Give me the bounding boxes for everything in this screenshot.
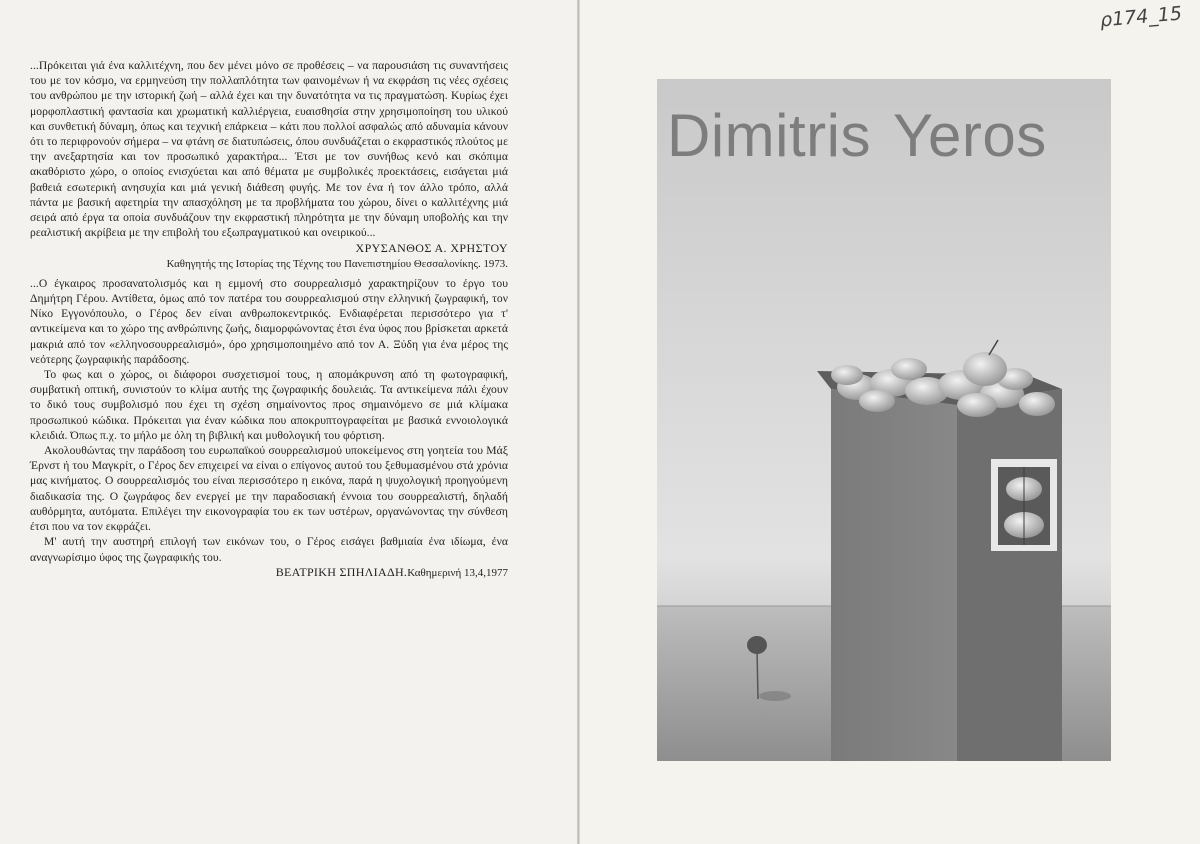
handwritten-reference: ρ174_15 (1099, 2, 1183, 32)
left-page (0, 0, 578, 844)
article-text (30, 58, 508, 581)
author-2-name: ΒΕΑΤΡΙΚΗ ΣΠΗΛΙΑΔΗ. (275, 564, 408, 579)
author-1-name: ΧΡΥΣΑΝΘΟΣ Α. ΧΡΗΣΤΟΥ (355, 241, 508, 256)
box-front (831, 389, 957, 761)
right-page (580, 0, 1200, 844)
box-side (957, 389, 1062, 761)
author-1-role: Καθηγητής της Ιστορίας της Τέχνης του Πανεπιστημίου Θεσσαλονίκης. 1973. (166, 257, 508, 270)
author-2-source: Καθημερινή 13,4,1977 (407, 566, 508, 579)
paragraph-4: Ακολουθώντας την παράδοση του ευρωπαϊκού σουρρεαλισμού υποκείμενος στη γοητεία του Μάξ Έρνστ ή του Μαγκρίτ, ο Γέρος δεν επιχειρεί να είναι ο επίγονος αυτού του ξεθυμασμένου στά χρόνια μας κινήματος. Ο σουρρεαλισμός του είναι περισσότερο η εικόνα, παρά η ψυχολογική προηγούμενη διαδικασία της. Ο ζωγράφος δεν ενεργεί με την παραδοσιακή έννοια του σουρρεαλιστή, δηλαδή αυθόρμητα, αυτόματα. Επιλέγει την εικονογραφία του εκ των υστέρων, οργανώνοντας την σύνθεση έτσι που να τον εκφράζει. (30, 444, 508, 534)
paragraph-1: ...Πρόκειται γιά ένα καλλιτέχνη, που δεν μένει μόνο σε προθέσεις – να παρουσιάση τις συναντήσεις του με τον κόσμο, να ερμηνεύση την πολλαπλότητα των φαινομένων ή να εκφράση τις νέες σχέσεις του ανθρώπου με την ιστορική ζωή – αλλά έχει και την δυνατότητα να τις πραγματώση. Κυρίως έχει μορφοπλαστική φαντασία και χρωματική καλλιέργεια, ευαισθησία στην χρησιμοποίηση του υλικού και συνθετική δύναμη, όπως και τεχνική επάρκεια – κάτι που πολλοί ασφαλώς από αδυναμία κάνουν ότι το περιφρονούν σήμερα – να φτάνη σε διατυπώσεις, όπου συνδυάζεται ο εκφραστικός πλούτος με την ανεξαρτησία και τον προσωπικό χαρακτήρα... Έτσι με τον συνήθως κενό και σκόπιμα ακαθόριστο χώρο, ο οποίος ενισχύεται και από θέματα με συμβολικές προεκτάσεις, εισάγεται μιά βαθειά εσωτερική ανησυχία και μιά γενική διάθεση φυγής. Με τον ένα ή τον άλλο τρόπο, αλλά πάντα με βασική αφετηρία την απασχόληση με τα προβλήματα του χώρου, δίνει ο καλλιτέχνης μιά σειρά από έργα τα οποία συνδυάζουν την εκφραστική πληρότητα με την δύναμη υποβολής και την ρεαλιστική ακρίβεια με την επιβολή του εξωπραγματικού και ονειρικού... (30, 59, 508, 240)
poster-title: Dimitris Yeros (667, 102, 1047, 169)
author-2-signature (30, 565, 508, 581)
surreal-painting (657, 79, 1111, 761)
paragraph-2: ...Ο έγκαιρος προσανατολισμός και η εμμονή στο σουρρεαλισμό χαρακτηρίζουν το έργο του Δημήτρη Γέρου. Αντίθετα, όμως από τον πατέρα του σουρρεαλισμού στην ελληνική ζωγραφική, τον Νίκο Εγγονόπουλο, ο Γέρος δεν είναι ανθρωποκεντρικός. Ενδιαφέρεται περισσότερο για τ' αντικείμενα και το χώρο της ανθρώπινης ζωής, διαμορφώνοντας έτσι ένα ύφος που βρίσκεται αρκετά μακριά από τον «ελληνοσουρρεαλισμό», όρο χρησιμοποιημένο από τον Α. Ξύδη για ένα μέρος της νεότερης ζωγραφικής παράδοσης. (30, 276, 508, 366)
paragraph-3: Το φως και ο χώρος, οι διάφοροι συσχετισμοί τους, η απομάκρυνση από τη φωτογραφική, συμβατική οπτική, συνιστούν το κλίμα αυτής της ζωγραφικής δουλειάς. Τα αντικείμενα πάλι έχουν το δικό τους συμβολισμό που έχει τη σχέση σημαίνοντος προς σημαινόμενο σε μιά κλίμακα προσωπικού κώδικα. Πρόκειται για έναν κώδικα που αποκρυπτογραφείται με βασικά εννοιολογικά κλειδιά. Όπως π.χ. το μήλο με όλη τη βιβλική και μυθολογική του φόρτιση. (30, 368, 508, 442)
paragraph-5: Μ' αυτή την αυστηρή επιλογή των εικόνων του, ο Γέρος εισάγει βαθμιαία ένα ιδίωμα, ένα αναγνωρίσιμο ύφος της ζωγραφικής του. (30, 535, 508, 564)
cover-poster (657, 79, 1111, 761)
